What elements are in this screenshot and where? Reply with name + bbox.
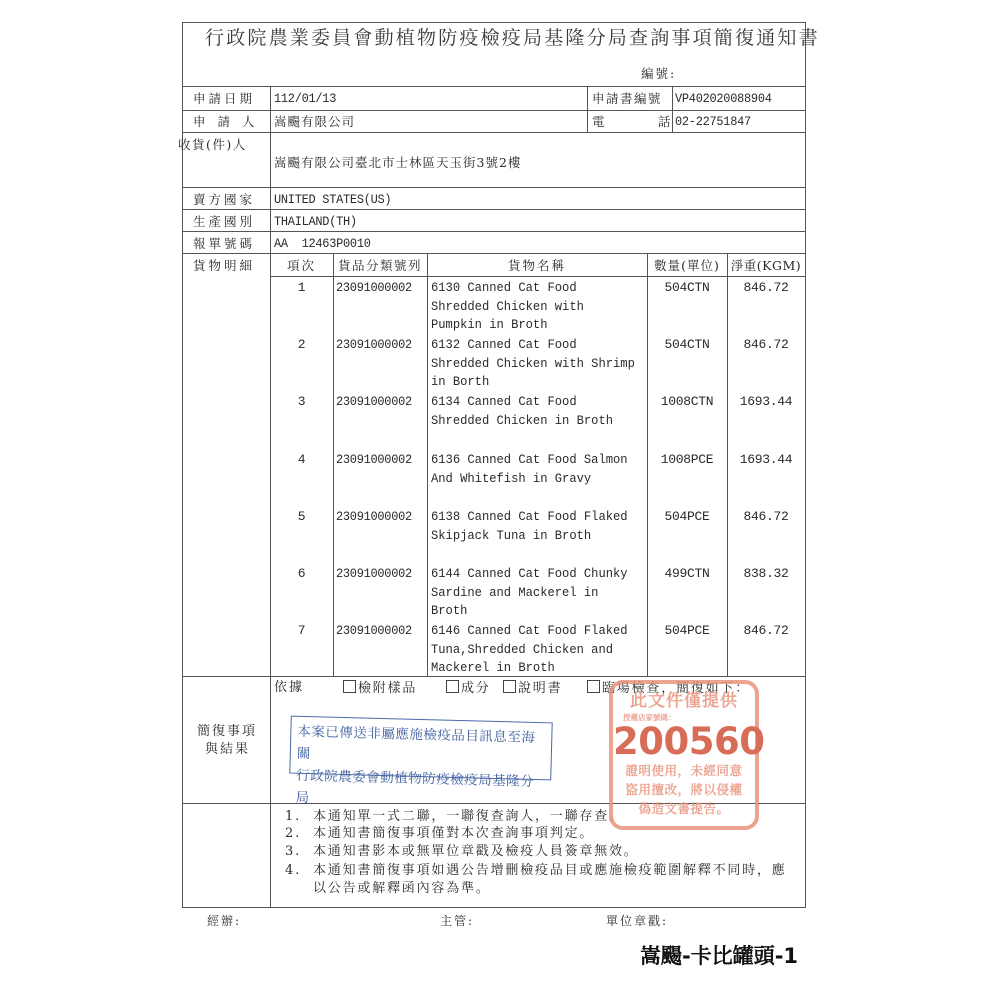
row-code: 23091000002 xyxy=(336,280,412,295)
row-item: 5 xyxy=(297,509,306,524)
col-qty: 數量(單位) xyxy=(654,258,720,273)
checkbox-ingredients-box[interactable] xyxy=(446,680,459,693)
phone-label-char1: 電 xyxy=(592,114,605,129)
declaration-no-value: AA 12463P0010 xyxy=(274,236,371,251)
checkbox-manual-label: 說明書 xyxy=(518,681,563,696)
checkbox-sample-box[interactable] xyxy=(343,680,356,693)
signature-unit-seal: 單位章戳: xyxy=(606,914,669,928)
application-date-value: 112/01/13 xyxy=(274,91,337,106)
note-text: 本通知單一式二聯，一聯復查詢人，一聯存查。 xyxy=(313,809,624,824)
serial-number-label: 編號: xyxy=(641,66,677,81)
row-item: 7 xyxy=(297,623,306,638)
row-item: 4 xyxy=(297,452,306,467)
row-weight: 846.72 xyxy=(743,623,789,638)
watermark-line1: 證明使用，未經同意 xyxy=(625,763,743,778)
checkbox-manual-box[interactable] xyxy=(503,680,516,693)
origin-country-label: 生產國別 xyxy=(193,214,256,229)
row-qty: 1008CTN xyxy=(660,394,714,409)
blue-stamp-line2: 行政院農委會動植物防疫檢疫局基隆分局 xyxy=(295,767,535,807)
row-weight: 838.32 xyxy=(743,566,789,581)
watermark-line2: 盜用擅改，將以侵權 xyxy=(625,782,743,797)
row-name: 6144 Canned Cat Food Chunky Sardine and Mackerel in Broth xyxy=(431,566,628,618)
application-date-label: 申請日期 xyxy=(193,91,256,106)
phone-value: 02-22751847 xyxy=(675,114,751,129)
row-weight: 1693.44 xyxy=(739,394,793,409)
checkbox-ingredients-label: 成分 xyxy=(461,681,491,696)
row-code: 23091000002 xyxy=(336,509,412,524)
phone-label-char2: 話 xyxy=(658,114,671,129)
col-name: 貨物名稱 xyxy=(507,258,566,273)
col-item: 項次 xyxy=(286,258,316,273)
row-qty: 499CTN xyxy=(664,566,710,581)
row-item: 6 xyxy=(297,566,306,581)
row-qty: 504CTN xyxy=(664,337,710,352)
row-item: 1 xyxy=(297,280,306,295)
row-item: 2 xyxy=(297,337,306,352)
watermark-number: 200560 xyxy=(613,720,765,763)
row-weight: 846.72 xyxy=(743,337,789,352)
seller-country-label: 賣方國家 xyxy=(193,192,256,207)
note-num: 4. xyxy=(285,863,302,878)
consignee-label: 收貨(件)人 xyxy=(178,137,247,152)
row-code: 23091000002 xyxy=(336,452,412,467)
watermark-line3: 偽造文書提告。 xyxy=(638,801,730,816)
note-num: 2. xyxy=(285,826,302,841)
row-name: 6130 Canned Cat Food Shredded Chicken with Pumpkin in Broth xyxy=(431,280,584,332)
col-code: 貨品分類號列 xyxy=(337,258,422,273)
blue-stamp-line1: 本案已傳送非屬應施檢疫品目訊息至海關 xyxy=(296,723,536,763)
basis-label: 依據 xyxy=(274,680,305,695)
row-name: 6132 Canned Cat Food Shredded Chicken with Shrimp in Borth xyxy=(431,337,635,389)
watermark-top: 此文件僅提供 xyxy=(630,691,738,711)
row-code: 23091000002 xyxy=(336,337,412,352)
applicant-label: 申 請 人 xyxy=(193,114,259,129)
row-item: 3 xyxy=(297,394,306,409)
signature-supervisor: 主管: xyxy=(440,914,475,928)
note-text: 本通知書簡復事項僅對本次查詢事項判定。 xyxy=(313,826,595,841)
goods-section-label: 貨物明細 xyxy=(193,258,256,273)
row-qty: 1008PCE xyxy=(660,452,714,467)
row-weight: 846.72 xyxy=(743,509,789,524)
applicant-value: 嵩颺有限公司 xyxy=(274,114,356,129)
note-text: 本通知書影本或無單位章戳及檢疫人員簽章無效。 xyxy=(313,844,639,859)
declaration-no-label: 報單號碼 xyxy=(193,236,256,251)
row-qty: 504PCE xyxy=(664,623,710,638)
image-caption: 嵩颺-卡比罐頭-1 xyxy=(640,944,799,968)
watermark-small: 授權店家號碼： xyxy=(623,713,676,722)
note-num: 1. xyxy=(285,809,302,824)
row-weight: 1693.44 xyxy=(739,452,793,467)
row-name: 6134 Canned Cat Food Shredded Chicken in Broth xyxy=(431,394,614,428)
row-weight: 846.72 xyxy=(743,280,789,295)
checkbox-sample[interactable] xyxy=(343,680,417,697)
row-qty: 504CTN xyxy=(664,280,710,295)
basis-suffix: ，簡復如下： xyxy=(661,681,751,696)
row-code: 23091000002 xyxy=(336,394,412,409)
seller-country-value: UNITED STATES(US) xyxy=(274,192,392,207)
row-name: 6138 Canned Cat Food Flaked Skipjack Tuna in Broth xyxy=(431,509,628,543)
note-text-continued: 以公告或解釋函內容為準。 xyxy=(313,881,491,896)
row-code: 23091000002 xyxy=(336,623,412,638)
row-code: 23091000002 xyxy=(336,566,412,581)
application-no-label: 申請書編號 xyxy=(592,91,663,106)
note-text: 本通知書簡復事項如遇公告增刪檢疫品目或應施檢疫範圍解釋不同時，應 xyxy=(313,863,787,878)
document-title: 行政院農業委員會動植物防疫檢疫局基隆分局查詢事項簡復通知書 xyxy=(205,27,820,49)
row-name: 6136 Canned Cat Food Salmon And Whitefish in Gravy xyxy=(431,452,628,486)
signature-handler: 經辦: xyxy=(207,914,242,928)
row-qty: 504PCE xyxy=(664,509,710,524)
consignee-value: 嵩颺有限公司臺北市士林區天玉街3號2樓 xyxy=(274,155,522,170)
checkbox-onsite-label: 臨場檢查 xyxy=(602,681,662,696)
results-label-line1: 簡復事項 xyxy=(197,724,258,739)
application-no-value: VP402020088904 xyxy=(675,91,772,106)
col-weight: 淨重(KGM) xyxy=(730,258,802,273)
checkbox-ingredients[interactable] xyxy=(446,680,491,697)
checkbox-sample-label: 檢附樣品 xyxy=(358,681,418,696)
row-name: 6146 Canned Cat Food Flaked Tuna,Shredded Chicken and Mackerel in Broth xyxy=(431,623,628,675)
blue-stamp xyxy=(289,716,552,807)
results-label-line2: 與結果 xyxy=(205,742,251,757)
watermark-stamp xyxy=(609,680,765,830)
origin-country-value: THAILAND(TH) xyxy=(274,214,357,229)
checkbox-onsite-box[interactable] xyxy=(587,680,600,693)
checkbox-manual[interactable] xyxy=(503,680,562,697)
note-num: 3. xyxy=(285,844,302,859)
